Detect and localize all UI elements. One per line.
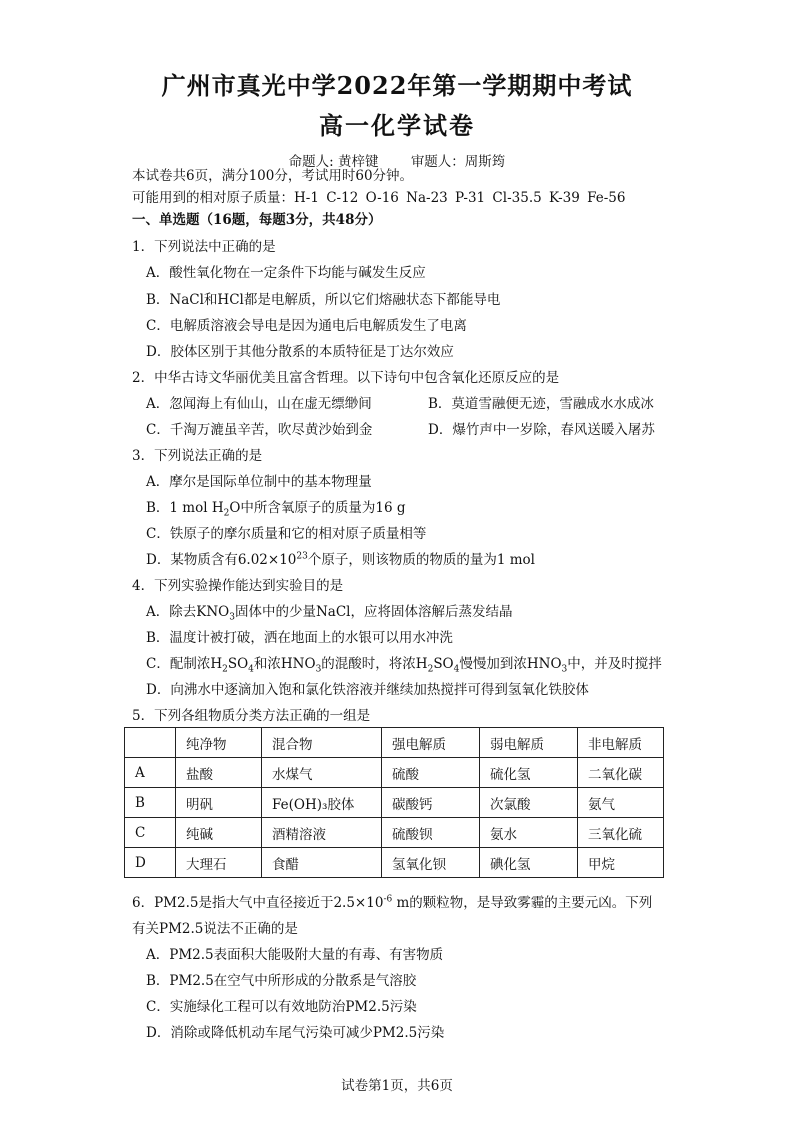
option-a: A．忽闻海上有仙山，山在虚无缥缈间 (146, 396, 372, 412)
option-c: C．实施绿化工程可以有效地防治PM2.5污染 (146, 999, 417, 1015)
question-stem: 3．下列说法正确的是 (132, 448, 263, 464)
table-cell: 硫化氢 (480, 758, 578, 788)
table-header-cell: 纯净物 (176, 728, 262, 758)
table-row (125, 848, 664, 878)
option-c: C．配制浓$H_2SO_4$和浓$HNO_3$的混酸时，将浓$H_2SO_4$慢慢加到浓$HNO_3$中，并及时搅拌 (146, 656, 662, 675)
table-cell: Fe(OH)₃胶体 (262, 788, 382, 818)
table-cell: 三氧化硫 (578, 818, 664, 848)
question-stem: 5．下列各组物质分类方法正确的一组是 (132, 708, 371, 724)
section-heading: 一、单选题（16题，每题3分，共48分） (132, 212, 382, 228)
table-cell: 硫酸 (382, 758, 480, 788)
table-row (125, 758, 664, 788)
question-stem: 1．下列说法中正确的是 (132, 239, 276, 255)
table-cell: 二氧化碳 (578, 758, 664, 788)
question-stem: 4．下列实验操作能达到实验目的是 (132, 578, 344, 594)
page-subtitle: 高一化学试卷 (319, 111, 475, 140)
option-d: D．某物质含有$6.02\times 10^{23}$个原子，则该物质的物质的量为1 mol (146, 551, 535, 568)
option-b: B．NaCl和HCl都是电解质，所以它们熔融状态下都能导电 (146, 292, 501, 308)
option-c: C．千淘万漉虽辛苦，吹尽黄沙始到金 (146, 422, 373, 438)
table-cell: 食醋 (262, 848, 382, 878)
table-cell: 氨气 (578, 788, 664, 818)
option-d: D．向沸水中逐滴加入饱和氯化铁溶液并继续加热搅拌可得到氢氧化铁胶体 (146, 682, 589, 698)
page-title: 广州市真光中学2022年第一学期期中考试 (161, 71, 633, 100)
page-footer: 试卷第1页，共6页 (341, 1078, 453, 1094)
option-b: B．莫道雪融便无迹，雪融成水水成冰 (428, 396, 654, 412)
table-cell: 碳酸钙 (382, 788, 480, 818)
table-header-cell: 弱电解质 (480, 728, 578, 758)
atomic-mass-line: 可能用到的相对原子质量：H-1 C-12 O-16 Na-23 P-31 Cl-35.5 K-39 Fe-56 (132, 190, 626, 206)
question-stem-continued: 有关PM2.5说法不正确的是 (132, 921, 298, 937)
table-header-row (125, 728, 664, 758)
intro-line: 本试卷共6页，满分100分，考试用时60分钟。 (132, 168, 414, 184)
table-cell: 硫酸钡 (382, 818, 480, 848)
table-row (125, 818, 664, 848)
table-cell: 酒精溶液 (262, 818, 382, 848)
option-a: A．PM2.5表面积大能吸附大量的有毒、有害物质 (146, 947, 444, 963)
table-cell: B (125, 788, 176, 818)
table-cell: 盐酸 (176, 758, 262, 788)
option-b: B．温度计被打破，洒在地面上的水银可以用水冲洗 (146, 630, 453, 646)
option-c: C．铁原子的摩尔质量和它的相对原子质量相等 (146, 526, 427, 542)
table-cell: 碘化氢 (480, 848, 578, 878)
setter-label: 命题人: 黄梓键 (288, 154, 379, 170)
table-cell: 纯碱 (176, 818, 262, 848)
option-b: B．1 mol $H_2O$中所含氧原子的质量为16 g (146, 500, 406, 519)
table-header-cell: 非电解质 (578, 728, 664, 758)
table-cell: 明矾 (176, 788, 262, 818)
option-d: D．胶体区别于其他分散系的本质特征是丁达尔效应 (146, 344, 454, 360)
table-cell: 大理石 (176, 848, 262, 878)
question-stem: 6．PM2.5是指大气中直径接近于$2.5\times 10^{-6}$ m的颗粒物，是导致雾霾的主要元凶。下列 (132, 894, 653, 911)
option-a: A．酸性氧化物在一定条件下均能与碱发生反应 (146, 265, 426, 281)
table-cell: 甲烷 (578, 848, 664, 878)
option-a: A．除去$KNO_3$固体中的少量NaCl，应将固体溶解后蒸发结晶 (146, 604, 513, 623)
table-cell: 氢氧化钡 (382, 848, 480, 878)
table-header-cell (125, 728, 176, 758)
table-header-cell: 强电解质 (382, 728, 480, 758)
classification-table (124, 727, 664, 878)
option-c: C．电解质溶液会导电是因为通电后电解质发生了电离 (146, 318, 467, 334)
table-cell: 次氯酸 (480, 788, 578, 818)
option-a: A．摩尔是国际单位制中的基本物理量 (146, 474, 372, 490)
table-cell: C (125, 818, 176, 848)
option-b: B．PM2.5在空气中所形成的分散系是气溶胶 (146, 973, 417, 989)
option-d: D．爆竹声中一岁除，春风送暖入屠苏 (428, 422, 655, 438)
reviewer-label: 审题人：周斯筠 (410, 154, 506, 170)
option-d: D．消除或降低机动车尾气污染可减少PM2.5污染 (146, 1025, 445, 1041)
table-cell: 水煤气 (262, 758, 382, 788)
question-stem: 2．中华古诗文华丽优美且富含哲理。以下诗句中包含氧化还原反应的是 (132, 370, 560, 386)
table-cell: A (125, 758, 176, 788)
table-row (125, 788, 664, 818)
table-header-cell: 混合物 (262, 728, 382, 758)
table-cell: D (125, 848, 176, 878)
table-cell: 氨水 (480, 818, 578, 848)
